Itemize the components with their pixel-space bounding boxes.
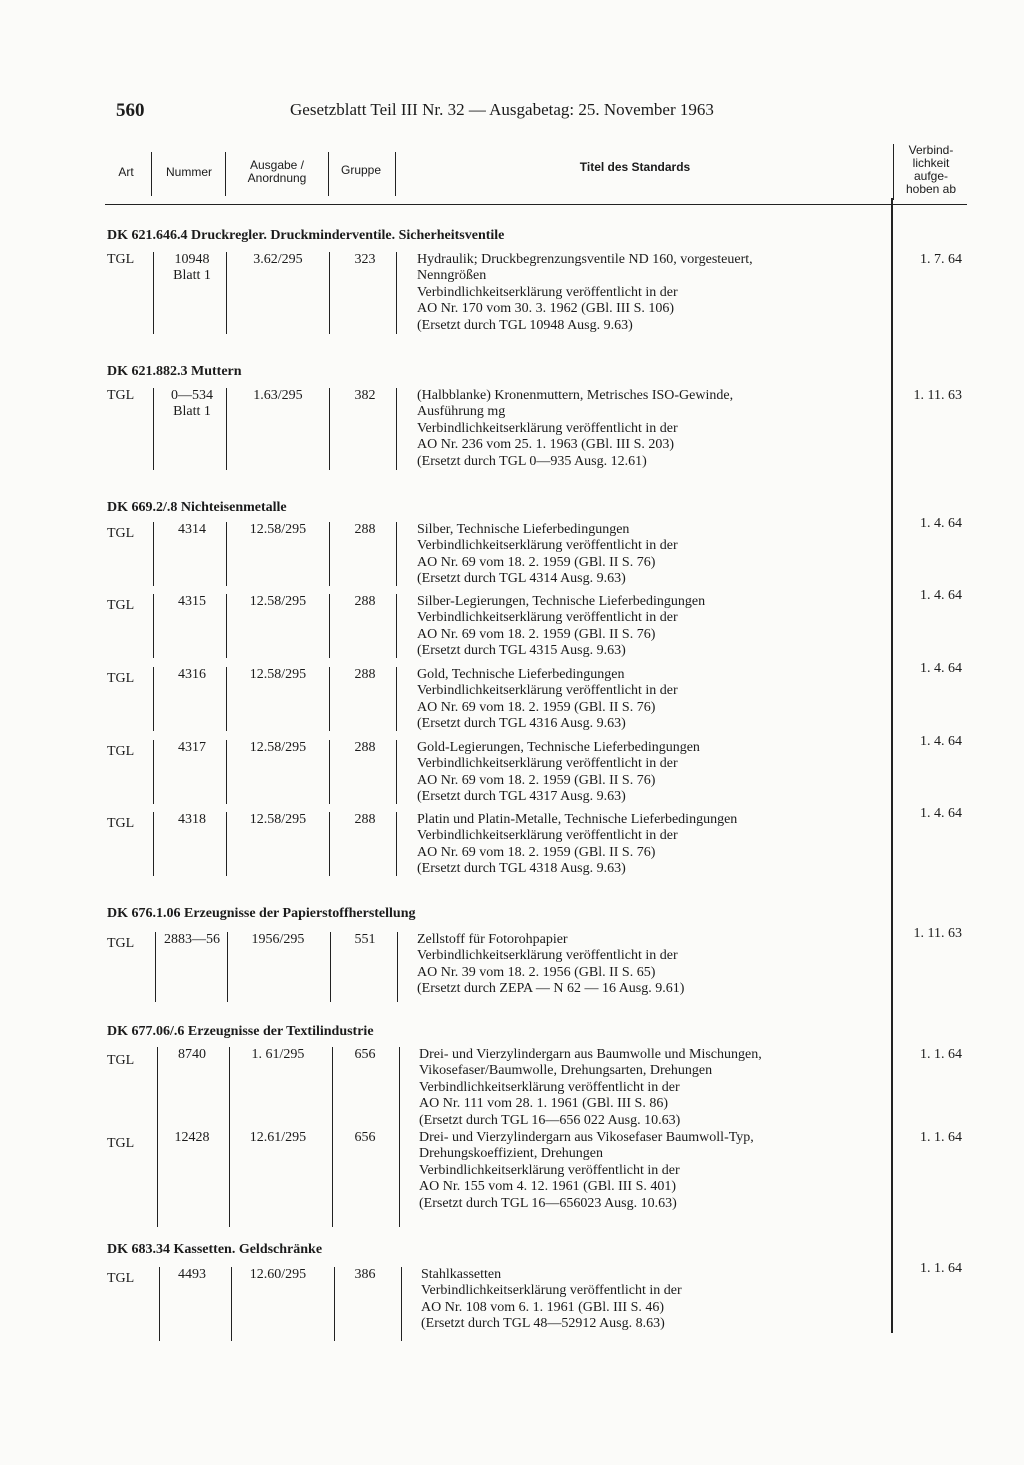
title-line: Verbindlichkeitserklärung veröffentlicht in der [417,756,678,772]
nummer-line: 10948 [174,252,210,267]
row-divider [329,740,330,804]
col-ausgabe-line-2: Anordnung [247,171,307,185]
title-line: Gold-Legierungen, Technische Lieferbedingungen [417,740,700,755]
cell-ausgabe: 1. 61/295 [251,1047,305,1062]
title-line: Zellstoff für Fotorohpapier [417,932,568,947]
title-line: Verbindlichkeitserklärung veröffentlicht in der [419,1079,680,1095]
title-line: (Ersetzt durch TGL 4314 Ausg. 9.63) [417,571,626,587]
row-divider [396,667,397,731]
cell-art: TGL [107,252,135,267]
cell-gruppe: 288 [354,812,376,827]
table-row [107,806,967,878]
title-line: Drehungskoeffizient, Drehungen [419,1146,604,1162]
section-heading: DK 683.34 Kassetten. Geldschränke [107,1242,323,1257]
cell-title [417,388,897,470]
cell-title [417,594,897,660]
row-divider [159,1267,160,1341]
col-art: Art [118,165,134,179]
title-line: (Ersetzt durch TGL 16—656023 Ausg. 10.63) [419,1195,677,1211]
table-row [107,1130,967,1212]
cell-art: TGL [107,598,135,613]
cell-date: 1. 4. 64 [920,734,962,749]
cell-nummer: 4315 [178,594,206,609]
row-divider [329,252,330,334]
row-divider [226,522,227,586]
title-line: Verbindlichkeitserklärung veröffentlicht in der [417,610,678,626]
title-line: Ausführung mg [417,404,506,420]
page-number: 560 [116,100,145,121]
row-divider [396,740,397,804]
row-divider [153,740,154,804]
title-line: Verbindlichkeitserklärung veröffentlicht in der [417,538,678,554]
cell-date: 1. 1. 64 [920,1130,962,1145]
cell-art: TGL [107,1053,135,1068]
title-line: AO Nr. 111 vom 28. 1. 1961 (GBl. III S. 86) [419,1096,669,1112]
cell-date: 1. 4. 64 [920,661,962,676]
cell-date: 1. 1. 64 [920,1047,962,1062]
title-line: AO Nr. 69 vom 18. 2. 1959 (GBl. II S. 76) [417,626,656,642]
title-line: Verbindlichkeitserklärung veröffentlicht in der [417,948,678,964]
cell-date: 1. 11. 63 [913,926,962,941]
page-title: Gesetzblatt Teil III Nr. 32 — Ausgabetag: 25. November 1963 [290,100,714,119]
cell-art: TGL [107,388,135,403]
title-line: Verbindlichkeitserklärung veröffentlicht in der [417,284,678,300]
cell-nummer: 8740 [178,1047,206,1062]
row-divider [330,932,331,1002]
cell-ausgabe: 12.60/295 [249,1267,307,1282]
cell-title [417,667,897,733]
cell-nummer: 2883—56 [164,932,220,947]
cell-nummer: 4317 [178,740,206,755]
cell-title [419,1130,899,1212]
section-heading: DK 669.2/.8 Nichteisenmetalle [107,500,287,515]
cell-title [417,522,897,588]
title-line: AO Nr. 69 vom 18. 2. 1959 (GBl. II S. 76) [417,699,656,715]
row-divider [397,932,398,1002]
title-line: (Ersetzt durch TGL 0—935 Ausg. 12.61) [417,453,647,469]
row-divider [226,740,227,804]
row-divider [153,812,154,876]
cell-date: 1. 4. 64 [920,806,962,821]
row-divider [396,812,397,876]
row-divider [155,932,156,1002]
row-divider [226,667,227,731]
title-line: AO Nr. 39 vom 18. 2. 1956 (GBl. II S. 65) [417,964,656,980]
cell-gruppe: 288 [354,667,376,682]
col-ausgabe-line-1: Ausgabe / [249,158,305,172]
title-line: Gold, Technische Lieferbedingungen [417,667,625,682]
cell-ausgabe: 12.58/295 [249,667,307,682]
title-line: AO Nr. 69 vom 18. 2. 1959 (GBl. II S. 76) [417,844,656,860]
cell-nummer: 4318 [178,812,206,827]
table-row [107,388,967,472]
page-header [116,100,816,124]
cell-gruppe: 323 [354,252,376,267]
table-row [107,1047,967,1129]
cell-art: TGL [107,816,135,831]
cell-art: TGL [107,671,135,686]
cell-ausgabe: 12.58/295 [249,812,307,827]
title-line: (Halbblanke) Kronenmuttern, Metrisches ISO-Gewinde, [417,388,734,403]
cell-gruppe: 288 [354,522,376,537]
row-divider [153,594,154,658]
row-divider [401,1267,402,1341]
section-heading: DK 676.1.06 Erzeugnisse der Papierstoffherstellung [107,906,416,921]
title-line: Silber, Technische Lieferbedingungen [417,522,630,537]
title-line: Hydraulik; Druckbegrenzungsventile ND 160, vorgesteuert, [417,252,753,267]
title-line: Silber-Legierungen, Technische Lieferbedingungen [417,594,706,609]
cell-nummer: 12428 [174,1130,210,1145]
title-line: (Ersetzt durch TGL 4318 Ausg. 9.63) [417,861,626,877]
table-row [107,516,967,588]
title-line: Drei- und Vierzylindergarn aus Baumwolle und Mischungen, [419,1047,762,1062]
cell-ausgabe: 12.58/295 [249,594,307,609]
cell-date: 1. 4. 64 [920,516,962,531]
title-line: (Ersetzt durch TGL 4315 Ausg. 9.63) [417,643,626,659]
cell-date: 1. 7. 64 [920,252,962,267]
cell-ausgabe: 12.61/295 [249,1130,307,1145]
cell-gruppe: 551 [354,932,376,947]
cell-art: TGL [107,1136,135,1151]
title-line: (Ersetzt durch TGL 4316 Ausg. 9.63) [417,716,626,732]
cell-date: 1. 4. 64 [920,588,962,603]
col-verb-line-4: hoben ab [905,182,957,196]
title-line: Vikosefaser/Baumwolle, Drehungsarten, Drehungen [419,1063,713,1079]
section-heading: DK 621.646.4 Druckregler. Druckminderventile. Sicherheitsventile [107,228,505,243]
col-nummer: Nummer [165,165,212,179]
title-line: AO Nr. 155 vom 4. 12. 1961 (GBl. III S. 401) [419,1179,677,1195]
row-divider [329,667,330,731]
row-divider [329,812,330,876]
title-line: Verbindlichkeitserklärung veröffentlicht in der [417,420,678,436]
col-divider [225,152,226,196]
row-divider [153,388,154,470]
title-line: (Ersetzt durch TGL 10948 Ausg. 9.63) [417,317,633,333]
cell-title [417,740,897,806]
table-row [107,588,967,660]
cell-art: TGL [107,936,135,951]
col-divider [395,152,396,196]
cell-gruppe: 288 [354,740,376,755]
column-header [105,144,967,205]
title-line: Verbindlichkeitserklärung veröffentlicht in der [417,828,678,844]
cell-art: TGL [107,1271,135,1286]
row-divider [153,522,154,586]
title-line: AO Nr. 108 vom 6. 1. 1961 (GBl. III S. 46) [421,1299,665,1315]
cell-date: 1. 11. 63 [913,388,962,403]
cell-title [419,1047,899,1129]
cell-nummer: 4493 [178,1267,206,1282]
cell-art: TGL [107,744,135,759]
nummer-line: Blatt 1 [173,404,211,420]
table-row [107,661,967,733]
row-divider [226,594,227,658]
col-divider [151,152,152,196]
title-line: AO Nr. 69 vom 18. 2. 1959 (GBl. II S. 76) [417,772,656,788]
title-line: Nenngrößen [417,268,487,284]
title-line: Platin und Platin-Metalle, Technische Lieferbedingungen [417,812,738,827]
cell-gruppe: 656 [354,1130,376,1145]
title-line: AO Nr. 69 vom 18. 2. 1959 (GBl. II S. 76) [417,554,656,570]
section-heading: DK 677.06/.6 Erzeugnisse der Textilindustrie [107,1024,374,1039]
cell-ausgabe: 1.63/295 [253,388,303,403]
title-line: (Ersetzt durch TGL 48—52912 Ausg. 8.63) [421,1316,665,1332]
title-line: Verbindlichkeitserklärung veröffentlicht in der [419,1162,680,1178]
nummer-line: Blatt 1 [173,268,211,284]
col-divider [328,152,329,196]
title-line: Verbindlichkeitserklärung veröffentlicht in der [417,683,678,699]
col-gruppe: Gruppe [340,163,382,177]
title-line: Verbindlichkeitserklärung veröffentlicht in der [421,1283,682,1299]
row-divider [153,252,154,334]
cell-gruppe: 656 [354,1047,376,1062]
table-row [107,1261,967,1343]
table-row [107,252,967,336]
row-divider [329,522,330,586]
col-verbindlichkeit [897,144,965,196]
row-divider [396,388,397,470]
row-divider [153,667,154,731]
table-row [107,734,967,806]
cell-ausgabe: 12.58/295 [249,740,307,755]
title-line: AO Nr. 236 vom 25. 1. 1963 (GBl. III S. 203) [417,437,675,453]
col-verb-line-3: aufge- [913,169,949,183]
row-divider [396,522,397,586]
title-line: (Ersetzt durch TGL 4317 Ausg. 9.63) [417,789,626,805]
title-line: Stahlkassetten [421,1267,502,1282]
row-divider [226,388,227,470]
cell-art: TGL [107,526,135,541]
section-heading: DK 621.882.3 Muttern [107,364,242,379]
title-line: (Ersetzt durch ZEPA — N 62 — 16 Ausg. 9.61) [417,981,685,997]
row-divider [396,594,397,658]
cell-title [417,252,897,334]
col-verb-line-1: Verbind- [908,143,954,157]
col-verb-line-2: lichkeit [912,156,950,170]
col-ausgabe [227,159,327,185]
cell-date: 1. 1. 64 [920,1261,962,1276]
cell-gruppe: 288 [354,594,376,609]
cell-gruppe: 382 [354,388,376,403]
row-divider [329,388,330,470]
row-divider [396,252,397,334]
cell-gruppe: 386 [354,1267,376,1282]
nummer-line: 0—534 [171,388,213,403]
title-line: Drei- und Vierzylindergarn aus Vikosefaser Baumwoll-Typ, [419,1130,754,1145]
row-divider [329,594,330,658]
col-titel: Titel des Standards [579,160,691,174]
title-line: AO Nr. 170 vom 30. 3. 1962 (GBl. III S. 106) [417,301,675,317]
cell-title [421,1267,901,1333]
row-divider [226,252,227,334]
row-divider [226,812,227,876]
cell-nummer [163,252,221,285]
cell-ausgabe: 1956/295 [251,932,305,947]
cell-ausgabe: 12.58/295 [249,522,307,537]
cell-nummer: 4314 [178,522,206,537]
cell-ausgabe: 3.62/295 [253,252,303,267]
cell-nummer [163,388,221,421]
row-divider [227,932,228,1002]
table-row [107,926,967,1002]
cell-title [417,932,897,998]
col-divider [893,144,894,200]
cell-nummer: 4316 [178,667,206,682]
title-line: (Ersetzt durch TGL 16—656 022 Ausg. 10.63) [419,1112,681,1128]
cell-title [417,812,897,878]
